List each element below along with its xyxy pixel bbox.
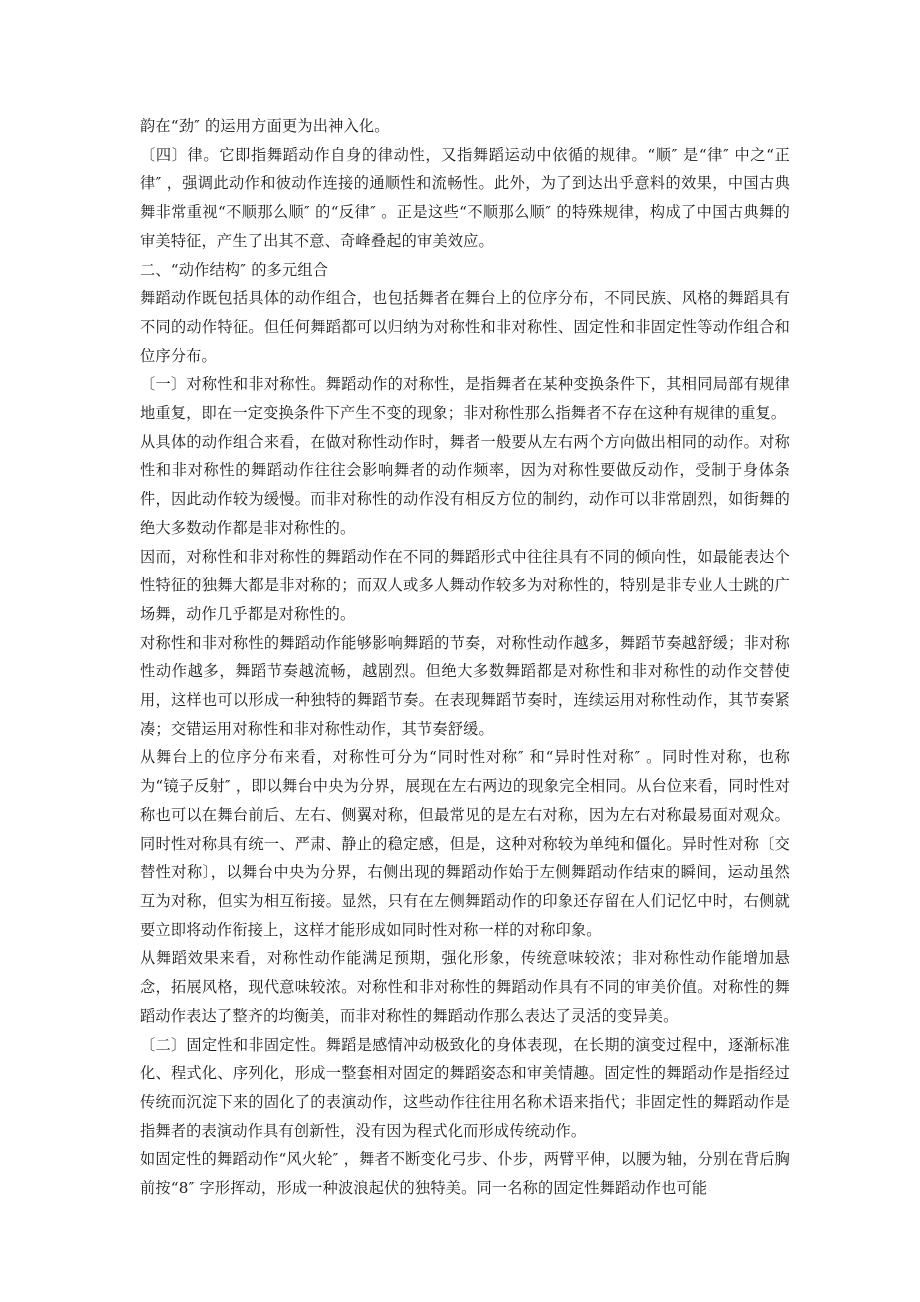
paragraph-7: 因而，对称性和非对称性的舞蹈动作在不同的舞蹈形式中往往具有不同的倾向性，如最能表达个性特征的独舞大都是非对称的；而双人或多人舞动作较多为对称性的，特别是非专业人士跳的广场舞，动作几乎都是对称性的。 bbox=[140, 547, 790, 623]
paragraph-8: 对称性和非对称性的舞蹈动作能够影响舞蹈的节奏，对称性动作越多，舞蹈节奏越舒缓；非对称性动作越多，舞蹈节奏越流畅，越剧烈。但绝大多数舞蹈都是对称性和非对称性的动作交替使用，这样也可以形成一种独特的舞蹈节奏。在表现舞蹈节奏时，连续运用对称性动作，其节奏紧凑；交错运用对称性和非对称性动作，其节奏舒缓。 bbox=[140, 633, 790, 738]
section-heading: 二、“动作结构″ 的多元组合 bbox=[140, 260, 329, 279]
paragraph-2: 〔四〕律。它即指舞蹈动作自身的律动性，又指舞蹈运动中依循的规律。“顺″ 是“律″ 中之“正律″ ，强调此动作和彼动作连接的通顺性和流畅性。此外，为了到达出乎意料的效果，中国古典舞非常重视“不顺那么顺″ 的“反律″ 。正是这些“不顺那么顺″ 的特殊规律，构成了中国古典舞的审美特征，产生了出其不意、奇峰叠起的审美效应。 bbox=[140, 145, 790, 250]
paragraph-5: 〔一〕对称性和非对称性。舞蹈动作的对称性，是指舞者在某种变换条件下，其相同局部有规律地重复，即在一定变换条件下产生不变的现象；非对称性那么指舞者不存在这种有规律的重复。 bbox=[140, 375, 790, 423]
paragraph-11: 〔二〕固定性和非固定性。舞蹈是感情冲动极致化的身体表现，在长期的演变过程中，逐渐标准化、程式化、序列化，形成一整套相对固定的舞蹈姿态和审美情趣。固定性的舞蹈动作是指经过传统而沉淀下来的固化了的表演动作，这些动作往往用名称术语来指代；非固定性的舞蹈动作是指舞者的表演动作具有创新性，没有因为程式化而形成传统动作。 bbox=[140, 1035, 790, 1140]
paragraph-10: 从舞蹈效果来看，对称性动作能满足预期，强化形象，传统意味较浓；非对称性动作能增加悬念，拓展风格，现代意味较浓。对称性和非对称性的舞蹈动作具有不同的审美价值。对称性的舞蹈动作表达了整齐的均衡美，而非对称性的舞蹈动作那么表达了灵活的变异美。 bbox=[140, 949, 790, 1025]
paragraph-4: 舞蹈动作既包括具体的动作组合，也包括舞者在舞台上的位序分布，不同民族、风格的舞蹈具有不同的动作特征。但任何舞蹈都可以归纳为对称性和非对称性、固定性和非固定性等动作组合和位序分布。 bbox=[140, 289, 790, 365]
paragraph-9: 从舞台上的位序分布来看，对称性可分为“同时性对称″ 和“异时性对称″ 。同时性对称，也称为“镜子反射″ ，即以舞台中央为分界，展现在左右两边的现象完全相同。从台位来看，同时性对称也可以在舞台前后、左右、侧翼对称，但最常见的是左右对称，因为左右对称最易面对观众。同时性对称具有统一、严肃、静止的稳定感，但是，这种对称较为单纯和僵化。异时性对称〔交替性对称〕，以舞台中央为分界，右侧出现的舞蹈动作始于左侧舞蹈动作结束的瞬间，运动虽然互为对称，但实为相互衔接。显然，只有在左侧舞蹈动作的印象还存留在人们记忆中时，右侧就要立即将动作衔接上，这样才能形成如同时性对称一样的对称印象。 bbox=[140, 748, 790, 939]
paragraph-12: 如固定性的舞蹈动作“风火轮″ ，舞者不断变化弓步、仆步，两臂平伸，以腰为轴，分别在背后胸前按“8″ 字形挥动，形成一种波浪起伏的独特美。同一名称的固定性舞蹈动作也可能 bbox=[140, 1150, 790, 1198]
paragraph-6: 从具体的动作组合来看，在做对称性动作时，舞者一般要从左右两个方向做出相同的动作。对称性和非对称性的舞蹈动作往往会影响舞者的动作频率，因为对称性要做反动作，受制于身体条件，因此动作较为缓慢。而非对称性的动作没有相反方位的制约，动作可以非常剧烈，如街舞的绝大多数动作都是非对称性的。 bbox=[140, 432, 790, 537]
paragraph-1: 韵在“劲″ 的运用方面更为出神入化。 bbox=[140, 117, 390, 135]
document-page bbox=[140, 112, 790, 1203]
